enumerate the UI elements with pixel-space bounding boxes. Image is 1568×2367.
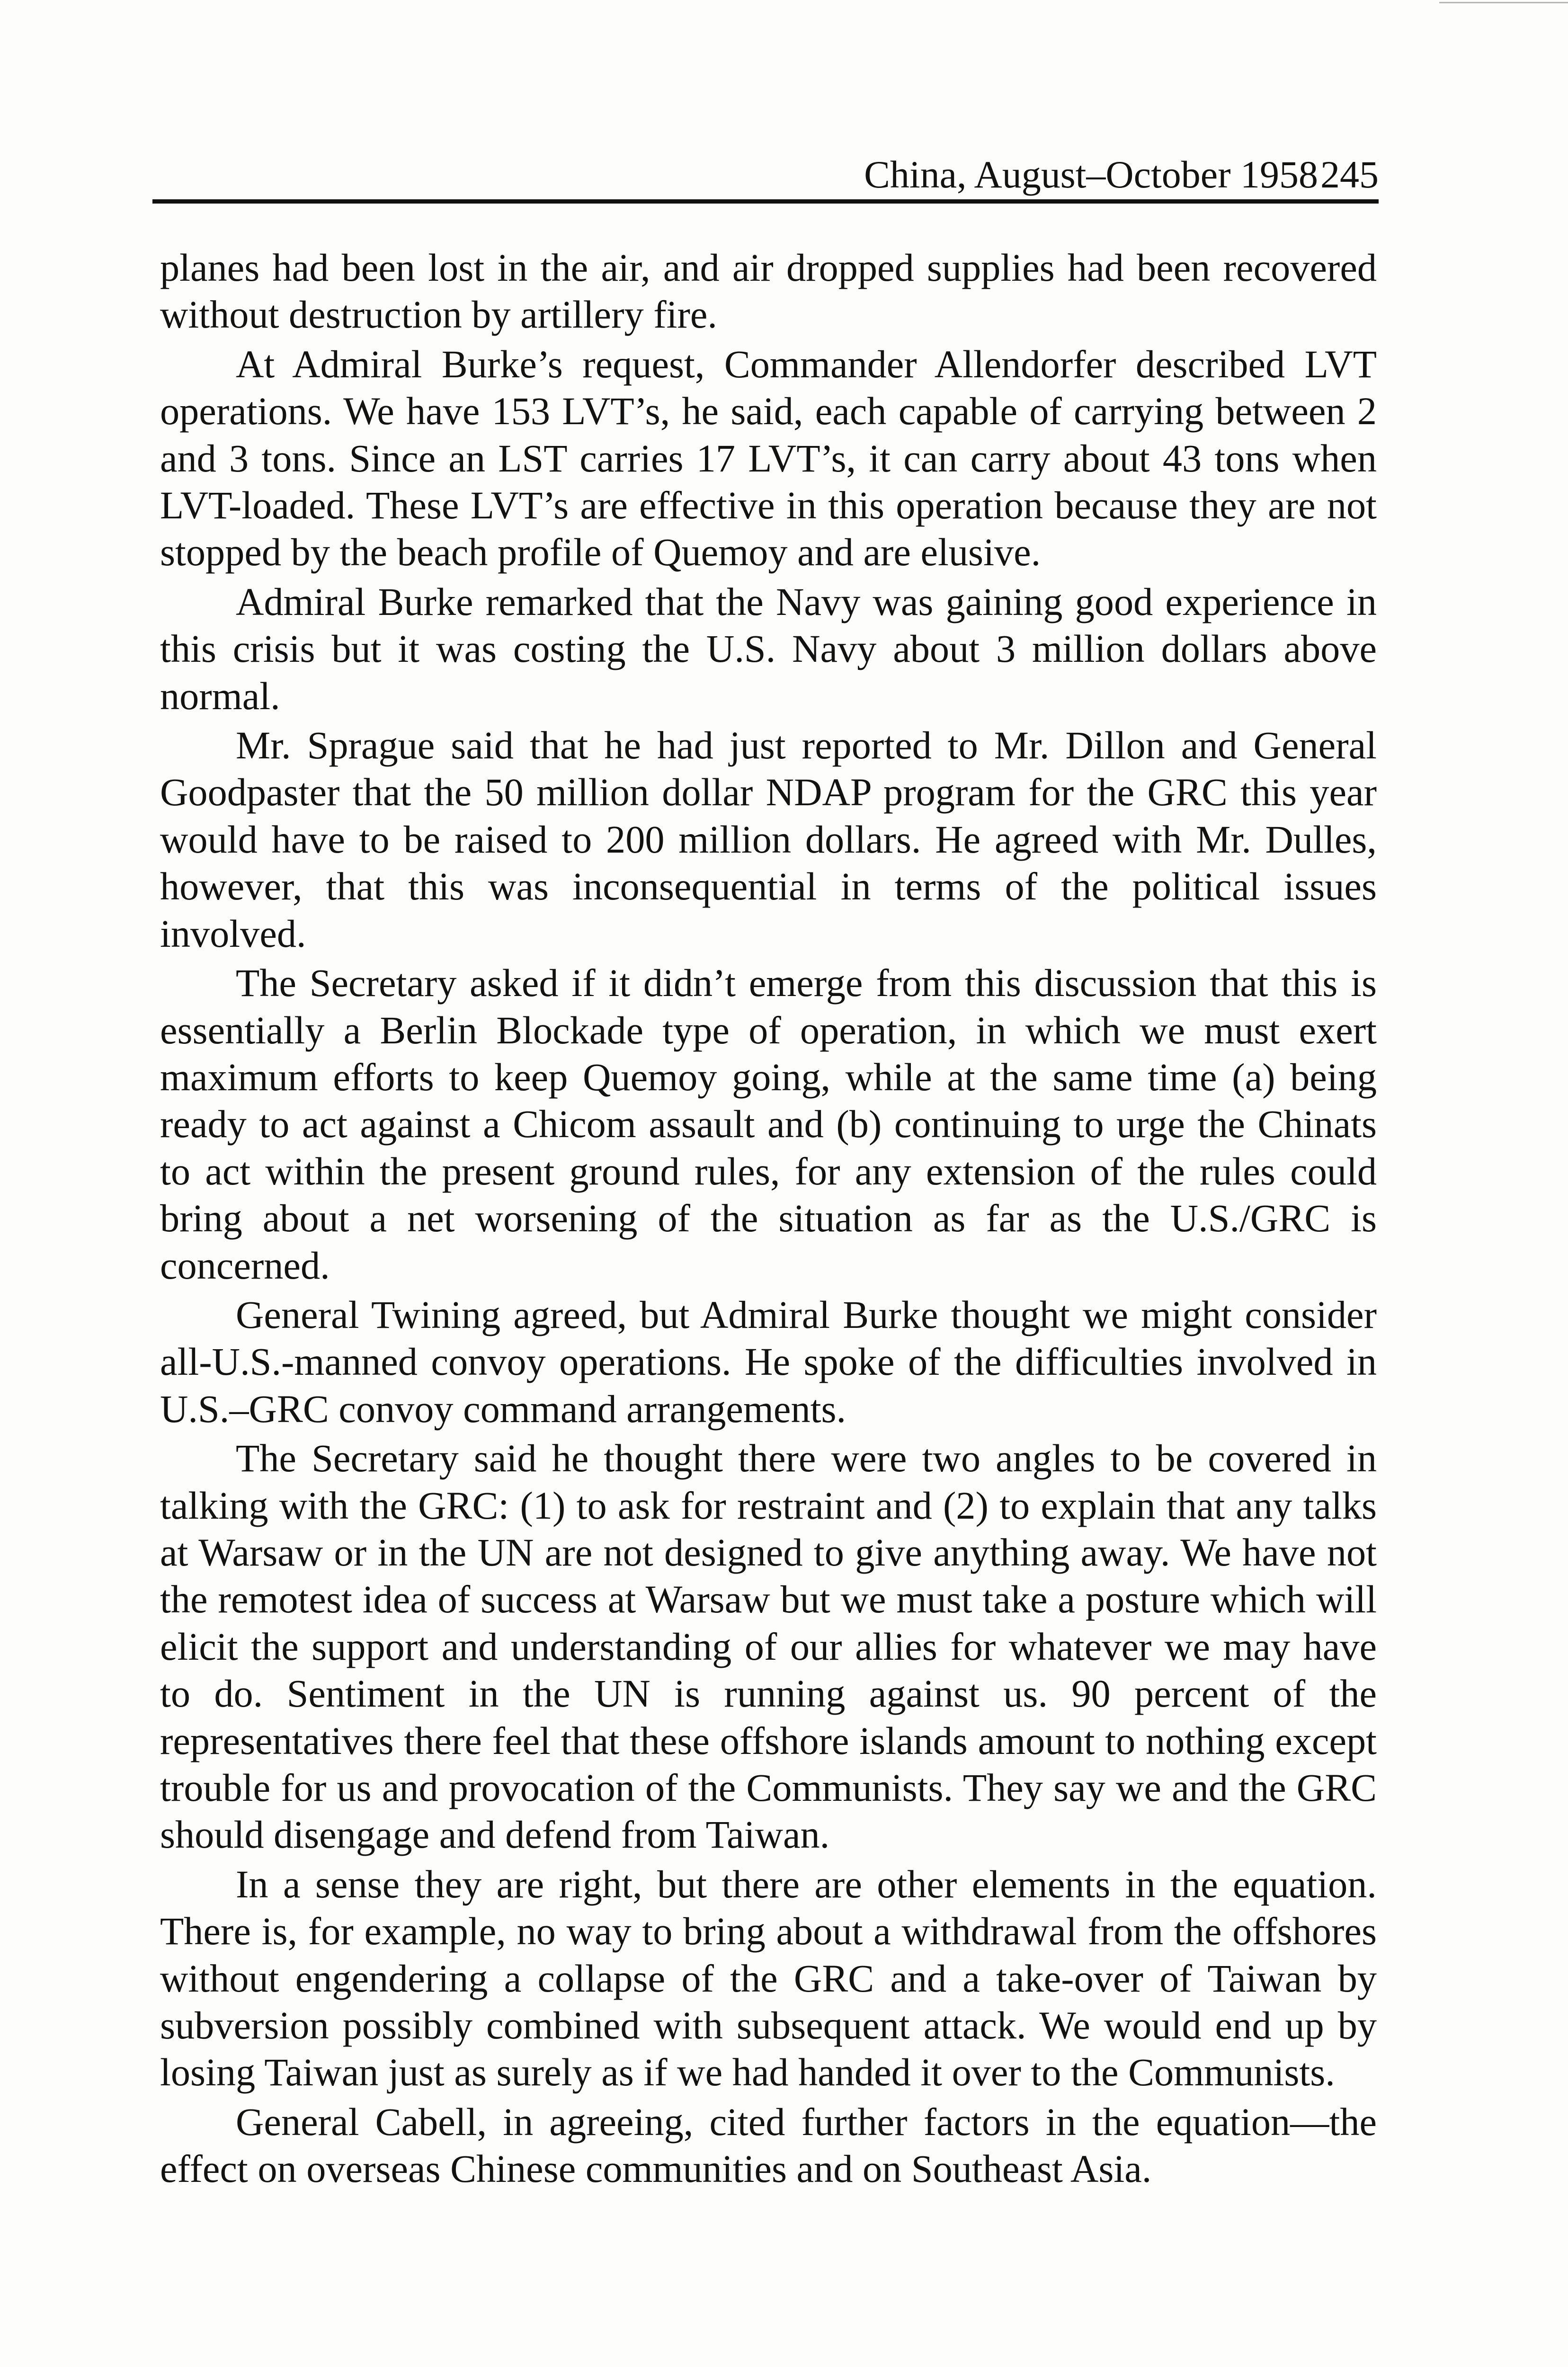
paragraph-ndap-program: Mr. Sprague said that he had just reported to Mr. Dillon and General Goodpaster that the 50 million dollar NDAP program for the GRC this year would have to be raised to 200 million dollars. He agreed with Mr. Dulles, however, that this was inconsequential in terms of the political issues involved. bbox=[160, 724, 1377, 955]
paragraph-convoy-operations: General Twining agreed, but Admiral Burke thought we might consider all-U.S.-manned convoy operations. He spoke of the difficulties involved in U.S.–GRC convoy command arrangements. bbox=[160, 1293, 1377, 1431]
body-text bbox=[160, 244, 1377, 2195]
page-number: 245 bbox=[1320, 153, 1379, 196]
paragraph-lvt-operations: At Admiral Burke’s request, Commander Allendorfer described LVT operations. We have 153 LVT’s, he said, each capable of carrying between 2 and 3 tons. Since an LST carries 17 LVT’s, it can carry about 43 tons when LVT-loaded. These LVT’s are effective in this operation because they are not stopped by the beach profile of Quemoy and are elusive. bbox=[160, 342, 1377, 574]
paragraph-continued: planes had been lost in the air, and air dropped supplies had been recovered without destruction by artillery fire. bbox=[160, 246, 1377, 337]
header-rule bbox=[152, 199, 1379, 204]
paragraph-cabell: General Cabell, in agreeing, cited further factors in the equation—the effect on overseas Chinese communities and on Southeast Asia. bbox=[160, 2100, 1377, 2191]
running-head bbox=[152, 137, 1379, 204]
paragraph-navy-costs: Admiral Burke remarked that the Navy was gaining good experience in this crisis but it was costing the U.S. Navy about 3 million dollars above normal. bbox=[160, 580, 1377, 718]
paragraph-equation: In a sense they are right, but there are other elements in the equation. There is, for example, no way to bring about a withdrawal from the offshores without engendering a collapse of the GRC and a take-over of Taiwan by subversion possibly combined with subsequent attack. We would end up by losing Taiwan just as surely as if we had handed it over to the Communists. bbox=[160, 1862, 1377, 2094]
running-title: China, August–October 1958 bbox=[864, 153, 1318, 196]
paragraph-berlin-blockade: The Secretary asked if it didn’t emerge from this discussion that this is essentially a Berlin Blockade type of operation, in which we must exert maximum efforts to keep Quemoy going, while at the same time (a) being ready to act against a Chicom assault and (b) continuing to urge the Chinats to act within the present ground rules, for any extension of the rules could bring about a net worsening of the situation as far as the U.S./GRC is concerned. bbox=[160, 961, 1377, 1287]
paragraph-talking-with-grc: The Secretary said he thought there were two angles to be covered in talking with the GRC: (1) to ask for restraint and (2) to explain that any talks at Warsaw or in the UN are not designed to give anything away. We have not the remotest idea of success at Warsaw but we must take a posture which will elicit the support and understanding of our allies for whatever we may have to do. Sentiment in the UN is running against us. 90 percent of the representatives there feel that these offshore islands amount to nothing except trouble for us and provocation of the Communists. They say we and the GRC should disengage and defend from Taiwan. bbox=[160, 1437, 1377, 1857]
scan-edge-line bbox=[1439, 2, 1568, 3]
